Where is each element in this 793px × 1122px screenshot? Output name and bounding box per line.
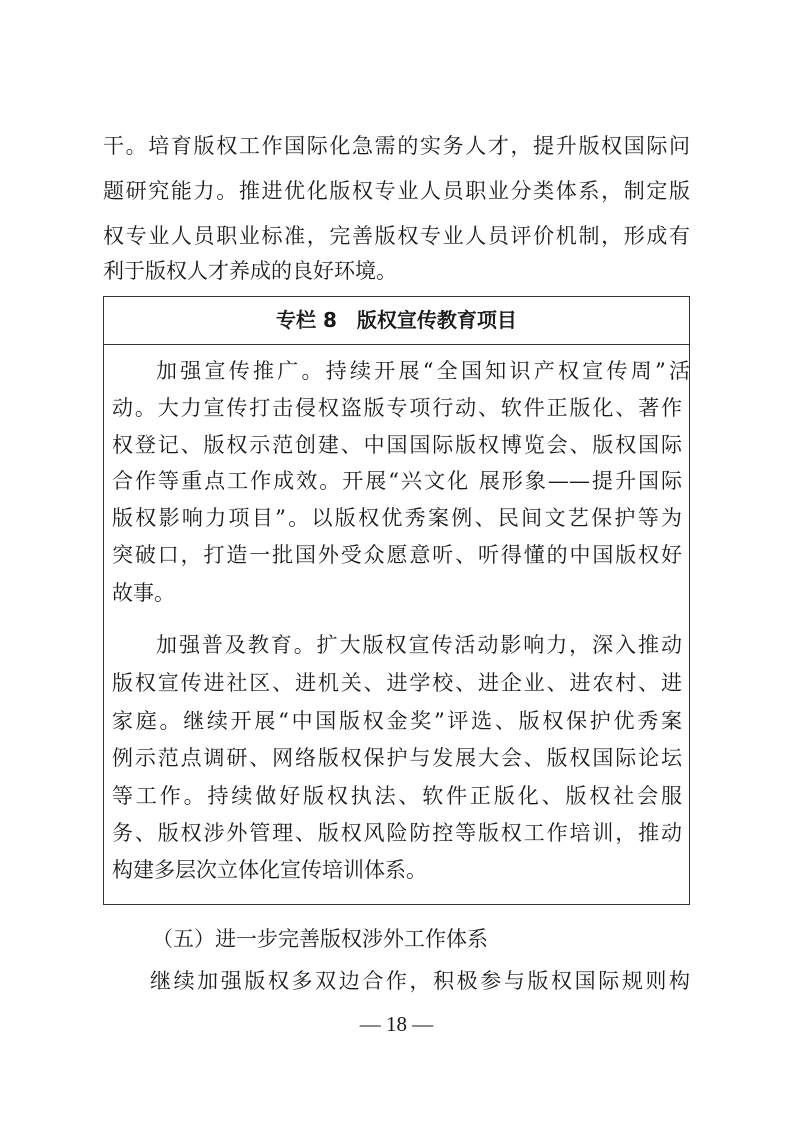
column-divider (103, 344, 690, 345)
column-para1-line-4: 合作等重点工作成效。开展“兴文化 展形象——提升国际 (112, 469, 682, 493)
column-box (103, 296, 690, 905)
column-para1-line-5: 版权影响力项目”。以版权优秀案例、民间文艺保护等为 (112, 506, 682, 530)
column-para2-line-6: 务、版权涉外管理、版权风险防控等版权工作培训，推动 (112, 821, 682, 845)
column-para1-line-7: 故事。 (112, 581, 175, 605)
column-title: 专栏 8 版权宣传教育项目 (276, 308, 517, 332)
column-para2-line-4: 例示范点调研、网络版权保护与发展大会、版权国际论坛 (112, 746, 682, 770)
intro-line-2: 题研究能力。推进优化版权专业人员职业分类体系，制定版 (103, 179, 690, 203)
column-para1-line-2: 动。大力宣传打击侵权盗版专项行动、软件正版化、著作 (112, 396, 682, 420)
column-para1-line-3: 权登记、版权示范创建、中国国际版权博览会、版权国际 (112, 433, 682, 457)
column-para1-line-6: 突破口，打造一批国外受众愿意听、听得懂的中国版权好 (112, 543, 682, 567)
section-heading: （五）进一步完善版权涉外工作体系 (152, 927, 488, 951)
column-para2-line-2: 版权宣传进社区、进机关、进学校、进企业、进农村、进 (112, 671, 682, 695)
intro-line-1: 干。培育版权工作国际化急需的实务人才，提升版权国际问 (103, 134, 690, 158)
column-para2-line-1: 加强普及教育。扩大版权宣传活动影响力，深入推动 (156, 633, 682, 657)
intro-line-3: 权专业人员职业标准，完善版权专业人员评价机制，形成有 (103, 224, 690, 248)
column-para2-line-5: 等工作。持续做好版权执法、软件正版化、版权社会服 (112, 784, 682, 808)
section-line-1: 继续加强版权多双边合作，积极参与版权国际规则构 (150, 969, 690, 993)
intro-line-4: 利于版权人才养成的良好环境。 (103, 259, 397, 283)
column-para2-line-3: 家庭。继续开展“中国版权金奖”评选、版权保护优秀案 (112, 709, 682, 733)
column-para1-line-1: 加强宣传推广。持续开展“全国知识产权宣传周”活 (156, 359, 690, 383)
page-number: — 18 — (359, 1012, 434, 1036)
column-para2-line-7: 构建多层次立体化宣传培训体系。 (112, 858, 427, 882)
